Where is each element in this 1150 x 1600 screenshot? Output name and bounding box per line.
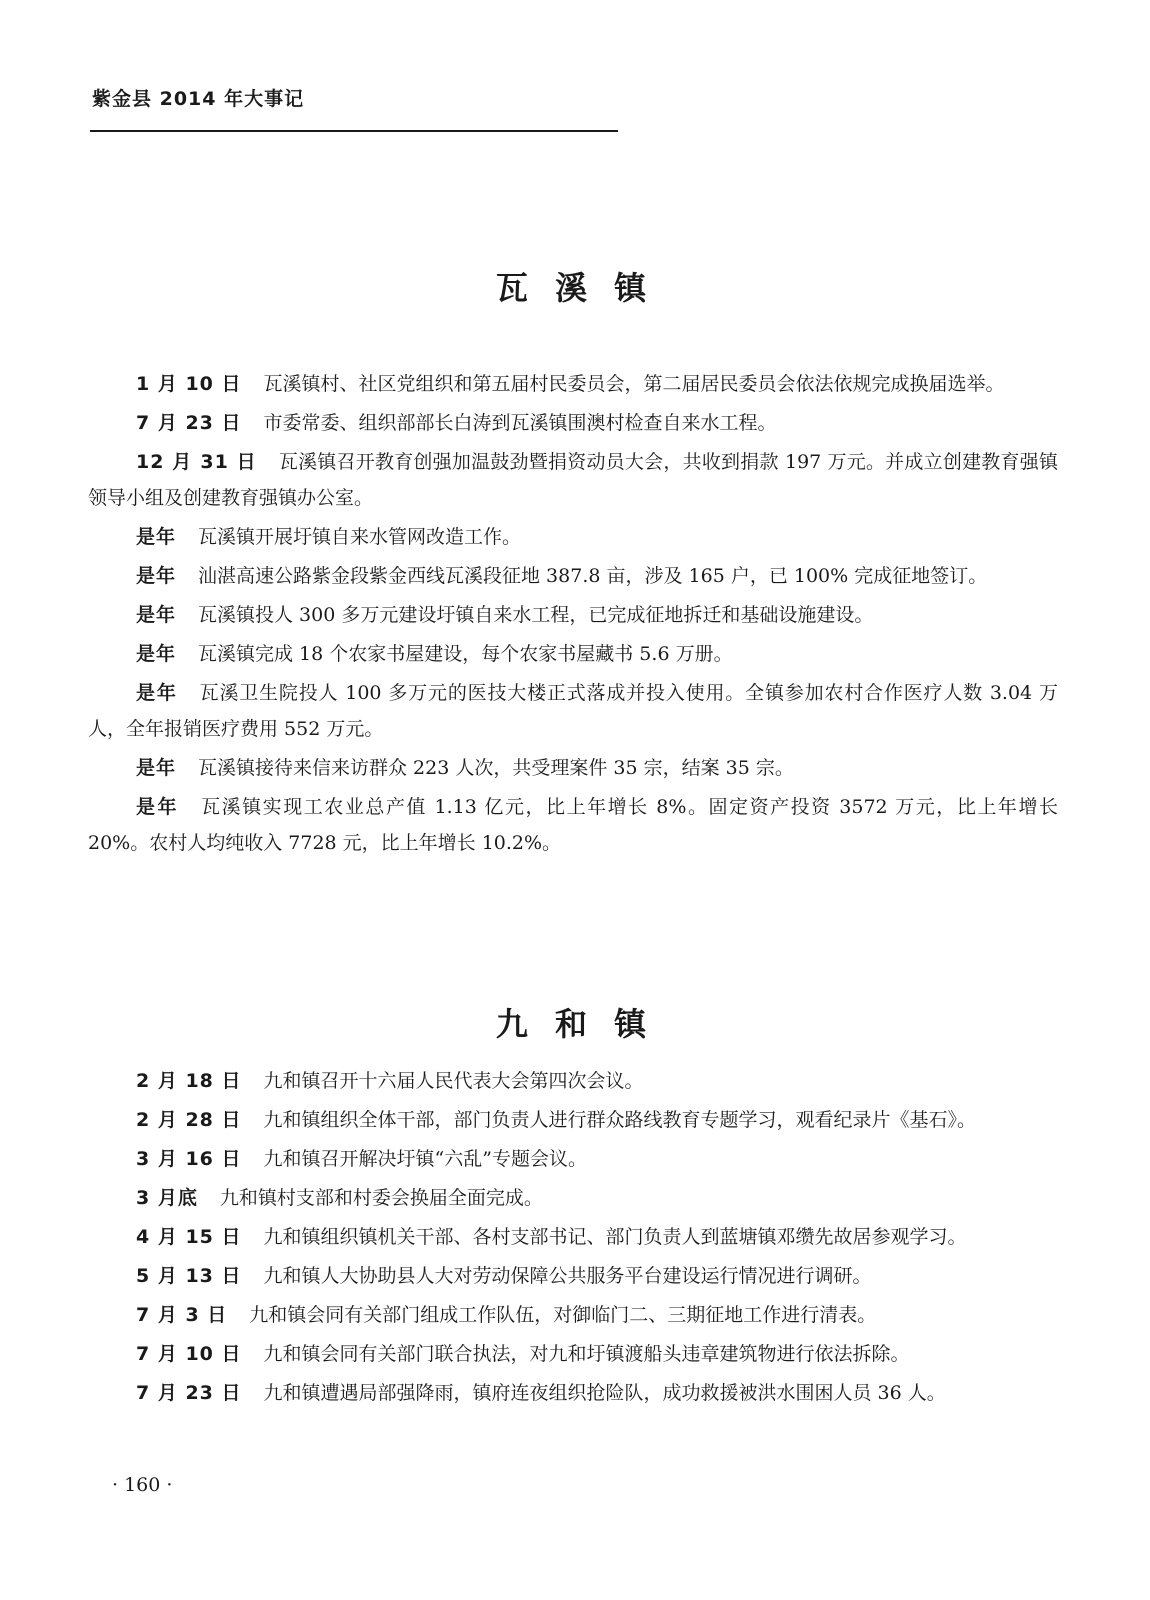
- entry-date: 1 月 10 日: [136, 373, 242, 395]
- entry-date: 12 月 31 日: [136, 451, 257, 473]
- entry-date: 3 月 16 日: [136, 1148, 242, 1170]
- chronicle-entry: [88, 1297, 1058, 1333]
- entry-date: 7 月 10 日: [136, 1343, 242, 1365]
- entry-text: 汕湛高速公路紫金段紫金西线瓦溪段征地 387.8 亩，涉及 165 户，已 100% 完成征地签订。: [198, 565, 988, 587]
- entry-text: 九和镇会同有关部门组成工作队伍，对御临门二、三期征地工作进行清表。: [249, 1304, 877, 1326]
- entry-text: 九和镇组织镇机关干部、各村支部书记、部门负责人到蓝塘镇邓缵先故居参观学习。: [263, 1226, 967, 1248]
- entry-text: 瓦溪镇完成 18 个农家书屋建设，每个农家书屋藏书 5.6 万册。: [198, 643, 733, 665]
- running-head-title: 紫金县 2014 年大事记: [92, 88, 305, 110]
- entry-date: 是年: [136, 526, 177, 548]
- entry-text: 瓦溪卫生院投人 100 多万元的医技大楼正式落成并投入使用。全镇参加农村合作医疗人数 3.04 万人，全年报销医疗费用 552 万元。: [88, 682, 1058, 740]
- entry-text: 瓦溪镇开展圩镇自来水管网改造工作。: [198, 526, 522, 548]
- entry-date: 7 月 23 日: [136, 1382, 242, 1404]
- entry-text: 瓦溪镇召开教育创强加温鼓劲暨捐资动员大会，共收到捐款 197 万元。并成立创建教育强镇领导小组及创建教育强镇办公室。: [88, 451, 1058, 509]
- page-number: · 160 ·: [112, 1474, 173, 1496]
- chronicle-entry: [88, 675, 1058, 747]
- chronicle-entry: [88, 789, 1058, 861]
- chronicle-entry: [88, 1102, 1058, 1138]
- entry-text: 九和镇召开解决圩镇“六乱”专题会议。: [263, 1148, 587, 1170]
- chronicle-entry: [88, 750, 1058, 786]
- entry-text: 瓦溪镇村、社区党组织和第五届村民委员会，第二届居民委员会依法依规完成换届选举。: [263, 373, 1005, 395]
- section-entries-waxi: [88, 366, 1058, 864]
- entry-date: 是年: [136, 565, 177, 587]
- chronicle-entry: [88, 1063, 1058, 1099]
- entry-date: 是年: [136, 604, 177, 626]
- entry-date: 2 月 28 日: [136, 1109, 242, 1131]
- entry-date: 是年: [136, 643, 177, 665]
- chronicle-entry: [88, 1375, 1058, 1411]
- chronicle-entry: [88, 558, 1058, 594]
- entry-text: 九和镇召开十六届人民代表大会第四次会议。: [263, 1070, 644, 1092]
- entry-date: 4 月 15 日: [136, 1226, 242, 1248]
- chronicle-entry: [88, 636, 1058, 672]
- entry-text: 九和镇遭遇局部强降雨，镇府连夜组织抢险队，成功救援被洪水围困人员 36 人。: [263, 1382, 946, 1404]
- chronicle-entry: [88, 1180, 1058, 1216]
- chronicle-entry: [88, 366, 1058, 402]
- chronicle-entry: [88, 1141, 1058, 1177]
- entry-text: 九和镇会同有关部门联合执法，对九和圩镇渡船头违章建筑物进行依法拆除。: [263, 1343, 910, 1365]
- entry-date: 是年: [136, 796, 180, 818]
- header-rule: [90, 130, 618, 132]
- chronicle-entry: [88, 1258, 1058, 1294]
- entry-text: 九和镇村支部和村委会换届全面完成。: [219, 1187, 543, 1209]
- entry-text: 瓦溪镇投人 300 多万元建设圩镇自来水工程，已完成征地拆迁和基础设施建设。: [198, 604, 874, 626]
- section-entries-jiuhe: [88, 1063, 1058, 1414]
- chronicle-entry: [88, 405, 1058, 441]
- entry-text: 市委常委、组织部部长白涛到瓦溪镇围澳村检查自来水工程。: [263, 412, 777, 434]
- entry-date: 3 月底: [136, 1187, 198, 1209]
- chronicle-entry: [88, 597, 1058, 633]
- chronicle-entry: [88, 1219, 1058, 1255]
- entry-text: 九和镇组织全体干部，部门负责人进行群众路线教育专题学习，观看纪录片《基石》。: [263, 1109, 977, 1131]
- entry-date: 是年: [136, 757, 177, 779]
- section-title-jiuhe: 九 和 镇: [495, 1005, 655, 1044]
- chronicle-entry: [88, 1336, 1058, 1372]
- entry-date: 2 月 18 日: [136, 1070, 242, 1092]
- section-title-waxi: 瓦 溪 镇: [495, 269, 655, 308]
- chronicle-entry: [88, 519, 1058, 555]
- entry-date: 7 月 23 日: [136, 412, 242, 434]
- entry-text: 九和镇人大协助县人大对劳动保障公共服务平台建设运行情况进行调研。: [263, 1265, 872, 1287]
- chronicle-entry: [88, 444, 1058, 516]
- entry-date: 5 月 13 日: [136, 1265, 242, 1287]
- entry-text: 瓦溪镇实现工农业总产值 1.13 亿元，比上年增长 8%。固定资产投资 3572 万元，比上年增长 20%。农村人均纯收入 7728 元，比上年增长 10.2%。: [88, 796, 1058, 854]
- entry-date: 是年: [136, 682, 178, 704]
- entry-text: 瓦溪镇接待来信来访群众 223 人次，共受理案件 35 宗，结案 35 宗。: [198, 757, 794, 779]
- entry-date: 7 月 3 日: [136, 1304, 228, 1326]
